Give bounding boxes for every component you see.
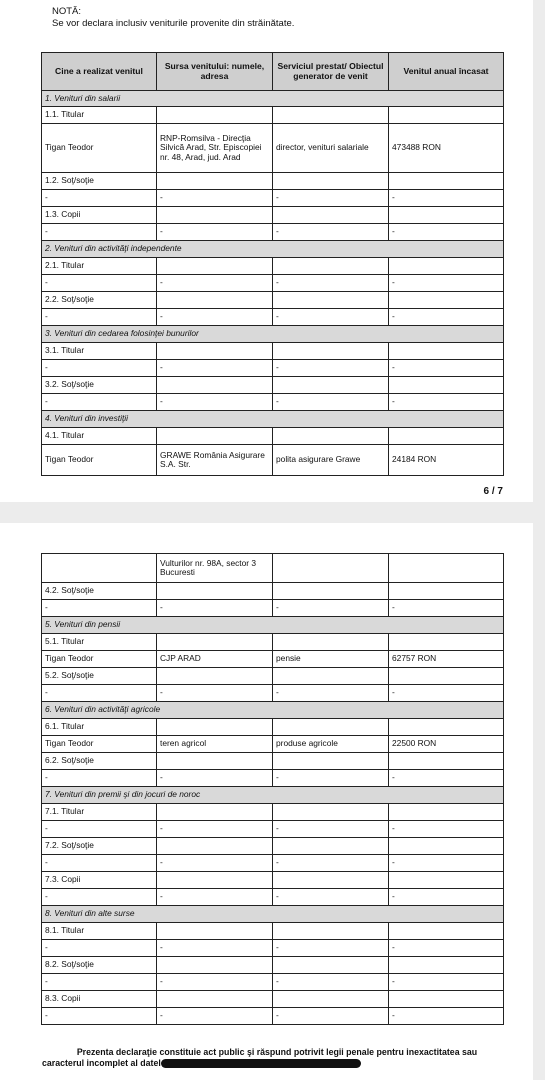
table-body bbox=[42, 554, 504, 1025]
subsection-label: 1.3. Copii bbox=[42, 207, 157, 224]
subsection-row bbox=[42, 838, 504, 855]
subsection-label: 5.1. Titular bbox=[42, 634, 157, 651]
table-row bbox=[42, 445, 504, 476]
table-cell: Vulturilor nr. 98A, sector 3 Bucuresti bbox=[157, 554, 273, 583]
table-cell: - bbox=[42, 190, 157, 207]
table-cell: - bbox=[42, 275, 157, 292]
subsection-row bbox=[42, 872, 504, 889]
section-label: 2. Venituri din activităţi independente bbox=[42, 241, 504, 258]
table-cell: - bbox=[157, 974, 273, 991]
table-cell: RNP-Romsilva - Direcţia Silvică Arad, Str. Episcopiei nr. 48, Arad, jud. Arad bbox=[157, 124, 273, 173]
empty-cell bbox=[389, 668, 504, 685]
table-cell: - bbox=[273, 1008, 389, 1025]
empty-cell bbox=[273, 872, 389, 889]
table-cell: - bbox=[157, 360, 273, 377]
empty-cell bbox=[389, 173, 504, 190]
table-cell: - bbox=[157, 309, 273, 326]
empty-cell bbox=[389, 957, 504, 974]
income-table-page-6 bbox=[41, 52, 504, 476]
empty-cell bbox=[273, 957, 389, 974]
section-header-row bbox=[42, 326, 504, 343]
subsection-label: 2.1. Titular bbox=[42, 258, 157, 275]
empty-cell bbox=[389, 258, 504, 275]
empty-cell bbox=[157, 107, 273, 124]
empty-cell bbox=[157, 292, 273, 309]
table-row bbox=[42, 974, 504, 991]
table-cell: - bbox=[42, 685, 157, 702]
table-header-row bbox=[42, 53, 504, 91]
header-who: Cine a realizat venitul bbox=[42, 53, 157, 91]
empty-cell bbox=[157, 207, 273, 224]
header-service: Serviciul prestat/ Obiectul generator de venit bbox=[273, 53, 389, 91]
section-header-row bbox=[42, 411, 504, 428]
table-cell: - bbox=[389, 309, 504, 326]
empty-cell bbox=[273, 107, 389, 124]
table-cell: - bbox=[273, 224, 389, 241]
table-row bbox=[42, 889, 504, 906]
table-cell: - bbox=[157, 940, 273, 957]
empty-cell bbox=[389, 292, 504, 309]
table-cell: - bbox=[157, 685, 273, 702]
table-cell: 473488 RON bbox=[389, 124, 504, 173]
empty-cell bbox=[273, 173, 389, 190]
subsection-label: 8.1. Titular bbox=[42, 923, 157, 940]
subsection-row bbox=[42, 292, 504, 309]
empty-cell bbox=[157, 634, 273, 651]
table-cell: - bbox=[273, 600, 389, 617]
empty-cell bbox=[389, 804, 504, 821]
table-cell: - bbox=[42, 360, 157, 377]
table-cell: - bbox=[157, 1008, 273, 1025]
table-row bbox=[42, 124, 504, 173]
table-cell: - bbox=[157, 600, 273, 617]
empty-cell bbox=[273, 292, 389, 309]
table-cell: - bbox=[389, 770, 504, 787]
section-label: 8. Venituri din alte surse bbox=[42, 906, 504, 923]
empty-cell bbox=[389, 207, 504, 224]
empty-cell bbox=[389, 872, 504, 889]
table-row bbox=[42, 554, 504, 583]
table-cell: - bbox=[157, 770, 273, 787]
table-cell: - bbox=[42, 1008, 157, 1025]
empty-cell bbox=[157, 173, 273, 190]
section-header-row bbox=[42, 906, 504, 923]
table-row bbox=[42, 600, 504, 617]
empty-cell bbox=[389, 923, 504, 940]
empty-cell bbox=[157, 957, 273, 974]
table-cell: - bbox=[273, 190, 389, 207]
table-cell: - bbox=[42, 974, 157, 991]
subsection-label: 6.1. Titular bbox=[42, 719, 157, 736]
subsection-row bbox=[42, 923, 504, 940]
table-cell: teren agricol bbox=[157, 736, 273, 753]
table-row bbox=[42, 940, 504, 957]
empty-cell bbox=[157, 923, 273, 940]
table-cell: pensie bbox=[273, 651, 389, 668]
section-header-row bbox=[42, 91, 504, 107]
table-cell: - bbox=[157, 821, 273, 838]
subsection-label: 8.3. Copii bbox=[42, 991, 157, 1008]
empty-cell bbox=[157, 872, 273, 889]
table-row bbox=[42, 736, 504, 753]
table-row bbox=[42, 821, 504, 838]
table-cell: Tigan Teodor bbox=[42, 445, 157, 476]
table-row bbox=[42, 309, 504, 326]
declaration-footer bbox=[42, 1047, 512, 1069]
table-cell: - bbox=[42, 855, 157, 872]
table-cell: - bbox=[389, 889, 504, 906]
subsection-label: 1.2. Soţ/soţie bbox=[42, 173, 157, 190]
table-cell: - bbox=[273, 889, 389, 906]
empty-cell bbox=[389, 107, 504, 124]
empty-cell bbox=[273, 668, 389, 685]
subsection-row bbox=[42, 258, 504, 275]
empty-cell bbox=[157, 377, 273, 394]
table-cell: - bbox=[273, 821, 389, 838]
table-cell: - bbox=[389, 224, 504, 241]
section-header-row bbox=[42, 617, 504, 634]
table-row bbox=[42, 855, 504, 872]
empty-cell bbox=[273, 207, 389, 224]
table-cell: - bbox=[273, 685, 389, 702]
table-row bbox=[42, 651, 504, 668]
empty-cell bbox=[389, 838, 504, 855]
subsection-row bbox=[42, 343, 504, 360]
table-row bbox=[42, 275, 504, 292]
table-cell: - bbox=[42, 224, 157, 241]
empty-cell bbox=[273, 377, 389, 394]
nota-block bbox=[52, 6, 294, 30]
empty-cell bbox=[273, 923, 389, 940]
table-row bbox=[42, 190, 504, 207]
table-cell: 62757 RON bbox=[389, 651, 504, 668]
section-label: 1. Venituri din salarii bbox=[42, 91, 504, 107]
table-cell: - bbox=[389, 360, 504, 377]
table-cell: - bbox=[389, 275, 504, 292]
empty-cell bbox=[273, 428, 389, 445]
subsection-row bbox=[42, 428, 504, 445]
income-table-page-7 bbox=[41, 553, 504, 1025]
empty-cell bbox=[389, 428, 504, 445]
table-cell: - bbox=[157, 889, 273, 906]
subsection-label: 4.1. Titular bbox=[42, 428, 157, 445]
table-row bbox=[42, 1008, 504, 1025]
table-cell: - bbox=[389, 974, 504, 991]
table-cell: - bbox=[42, 309, 157, 326]
table-cell: - bbox=[273, 309, 389, 326]
empty-cell bbox=[157, 583, 273, 600]
empty-cell bbox=[157, 719, 273, 736]
table-row bbox=[42, 685, 504, 702]
nota-text: Se vor declara inclusiv veniturile provenite din străinătate. bbox=[52, 18, 295, 29]
document-page-6 bbox=[0, 0, 533, 502]
table-cell: Tigan Teodor bbox=[42, 124, 157, 173]
subsection-row bbox=[42, 207, 504, 224]
empty-cell bbox=[273, 838, 389, 855]
table-cell: - bbox=[273, 394, 389, 411]
table-cell: - bbox=[42, 600, 157, 617]
table-cell: - bbox=[157, 224, 273, 241]
table-row bbox=[42, 394, 504, 411]
subsection-label: 4.2. Soţ/soţie bbox=[42, 583, 157, 600]
empty-cell bbox=[273, 583, 389, 600]
subsection-row bbox=[42, 377, 504, 394]
empty-cell bbox=[273, 991, 389, 1008]
section-header-row bbox=[42, 787, 504, 804]
empty-cell bbox=[157, 668, 273, 685]
redaction-bar bbox=[161, 1059, 361, 1068]
table-cell: - bbox=[273, 275, 389, 292]
table-cell: Tigan Teodor bbox=[42, 736, 157, 753]
subsection-row bbox=[42, 957, 504, 974]
table-cell: - bbox=[389, 394, 504, 411]
subsection-row bbox=[42, 719, 504, 736]
table-cell: - bbox=[157, 394, 273, 411]
table-cell bbox=[42, 554, 157, 583]
empty-cell bbox=[157, 838, 273, 855]
table-cell: 24184 RON bbox=[389, 445, 504, 476]
table-cell: - bbox=[273, 974, 389, 991]
subsection-label: 7.1. Titular bbox=[42, 804, 157, 821]
table-cell: Tigan Teodor bbox=[42, 651, 157, 668]
subsection-row bbox=[42, 107, 504, 124]
subsection-label: 6.2. Soţ/soţie bbox=[42, 753, 157, 770]
table-row bbox=[42, 360, 504, 377]
table-cell: - bbox=[389, 190, 504, 207]
table-cell: - bbox=[273, 770, 389, 787]
table-cell bbox=[389, 554, 504, 583]
section-header-row bbox=[42, 702, 504, 719]
subsection-label: 7.3. Copii bbox=[42, 872, 157, 889]
nota-title: NOTĂ: bbox=[52, 6, 82, 17]
subsection-row bbox=[42, 583, 504, 600]
table-cell: - bbox=[157, 275, 273, 292]
section-label: 4. Venituri din investiţii bbox=[42, 411, 504, 428]
subsection-row bbox=[42, 634, 504, 651]
empty-cell bbox=[157, 258, 273, 275]
table-cell: CJP ARAD bbox=[157, 651, 273, 668]
table-cell: - bbox=[273, 855, 389, 872]
subsection-row bbox=[42, 753, 504, 770]
header-source: Sursa venitului: numele, adresa bbox=[157, 53, 273, 91]
table-cell: polita asigurare Grawe bbox=[273, 445, 389, 476]
table-cell: - bbox=[42, 394, 157, 411]
table-cell: - bbox=[42, 889, 157, 906]
table-cell: - bbox=[273, 360, 389, 377]
table-cell: - bbox=[157, 190, 273, 207]
subsection-row bbox=[42, 173, 504, 190]
empty-cell bbox=[157, 804, 273, 821]
empty-cell bbox=[389, 377, 504, 394]
empty-cell bbox=[273, 343, 389, 360]
empty-cell bbox=[389, 634, 504, 651]
table-body bbox=[42, 91, 504, 476]
empty-cell bbox=[273, 634, 389, 651]
table-row bbox=[42, 770, 504, 787]
empty-cell bbox=[273, 719, 389, 736]
empty-cell bbox=[157, 428, 273, 445]
footer-line-1: Prezenta declaraţie constituie act public şi răspund potrivit legii penale pentru inexactitatea sau bbox=[76, 1047, 478, 1057]
table-cell: - bbox=[389, 600, 504, 617]
section-label: 6. Venituri din activităţi agricole bbox=[42, 702, 504, 719]
subsection-label: 2.2. Soţ/soţie bbox=[42, 292, 157, 309]
empty-cell bbox=[157, 343, 273, 360]
table-cell bbox=[273, 554, 389, 583]
empty-cell bbox=[389, 719, 504, 736]
empty-cell bbox=[389, 991, 504, 1008]
table-cell: - bbox=[389, 821, 504, 838]
table-cell: GRAWE România Asigurare S.A. Str. bbox=[157, 445, 273, 476]
subsection-label: 3.2. Soţ/soţie bbox=[42, 377, 157, 394]
table-row bbox=[42, 224, 504, 241]
subsection-row bbox=[42, 668, 504, 685]
header-annual-income: Venitul anual încasat bbox=[389, 53, 504, 91]
table-cell: - bbox=[389, 855, 504, 872]
table-cell: - bbox=[42, 940, 157, 957]
subsection-label: 8.2. Soţ/soţie bbox=[42, 957, 157, 974]
empty-cell bbox=[157, 991, 273, 1008]
table-cell: produse agricole bbox=[273, 736, 389, 753]
empty-cell bbox=[273, 753, 389, 770]
table-cell: - bbox=[42, 821, 157, 838]
table-cell: - bbox=[389, 685, 504, 702]
section-label: 3. Venituri din cedarea folosinţei bunurilor bbox=[42, 326, 504, 343]
section-header-row bbox=[42, 241, 504, 258]
subsection-label: 7.2. Soţ/soţie bbox=[42, 838, 157, 855]
subsection-label: 5.2. Soţ/soţie bbox=[42, 668, 157, 685]
table-cell: 22500 RON bbox=[389, 736, 504, 753]
document-page-7 bbox=[0, 523, 533, 1080]
section-label: 5. Venituri din pensii bbox=[42, 617, 504, 634]
table-cell: - bbox=[273, 940, 389, 957]
empty-cell bbox=[157, 753, 273, 770]
subsection-label: 1.1. Titular bbox=[42, 107, 157, 124]
page-number: 6 / 7 bbox=[483, 486, 503, 497]
table-cell: - bbox=[42, 770, 157, 787]
empty-cell bbox=[389, 753, 504, 770]
subsection-row bbox=[42, 991, 504, 1008]
table-cell: - bbox=[389, 940, 504, 957]
table-cell: - bbox=[157, 855, 273, 872]
subsection-row bbox=[42, 804, 504, 821]
table-cell: director, venituri salariale bbox=[273, 124, 389, 173]
empty-cell bbox=[273, 804, 389, 821]
table-cell: - bbox=[389, 1008, 504, 1025]
empty-cell bbox=[273, 258, 389, 275]
footer-line-2: caracterul incomplet al datel bbox=[42, 1058, 161, 1068]
empty-cell bbox=[389, 583, 504, 600]
subsection-label: 3.1. Titular bbox=[42, 343, 157, 360]
empty-cell bbox=[389, 343, 504, 360]
section-label: 7. Venituri din premii şi din jocuri de noroc bbox=[42, 787, 504, 804]
